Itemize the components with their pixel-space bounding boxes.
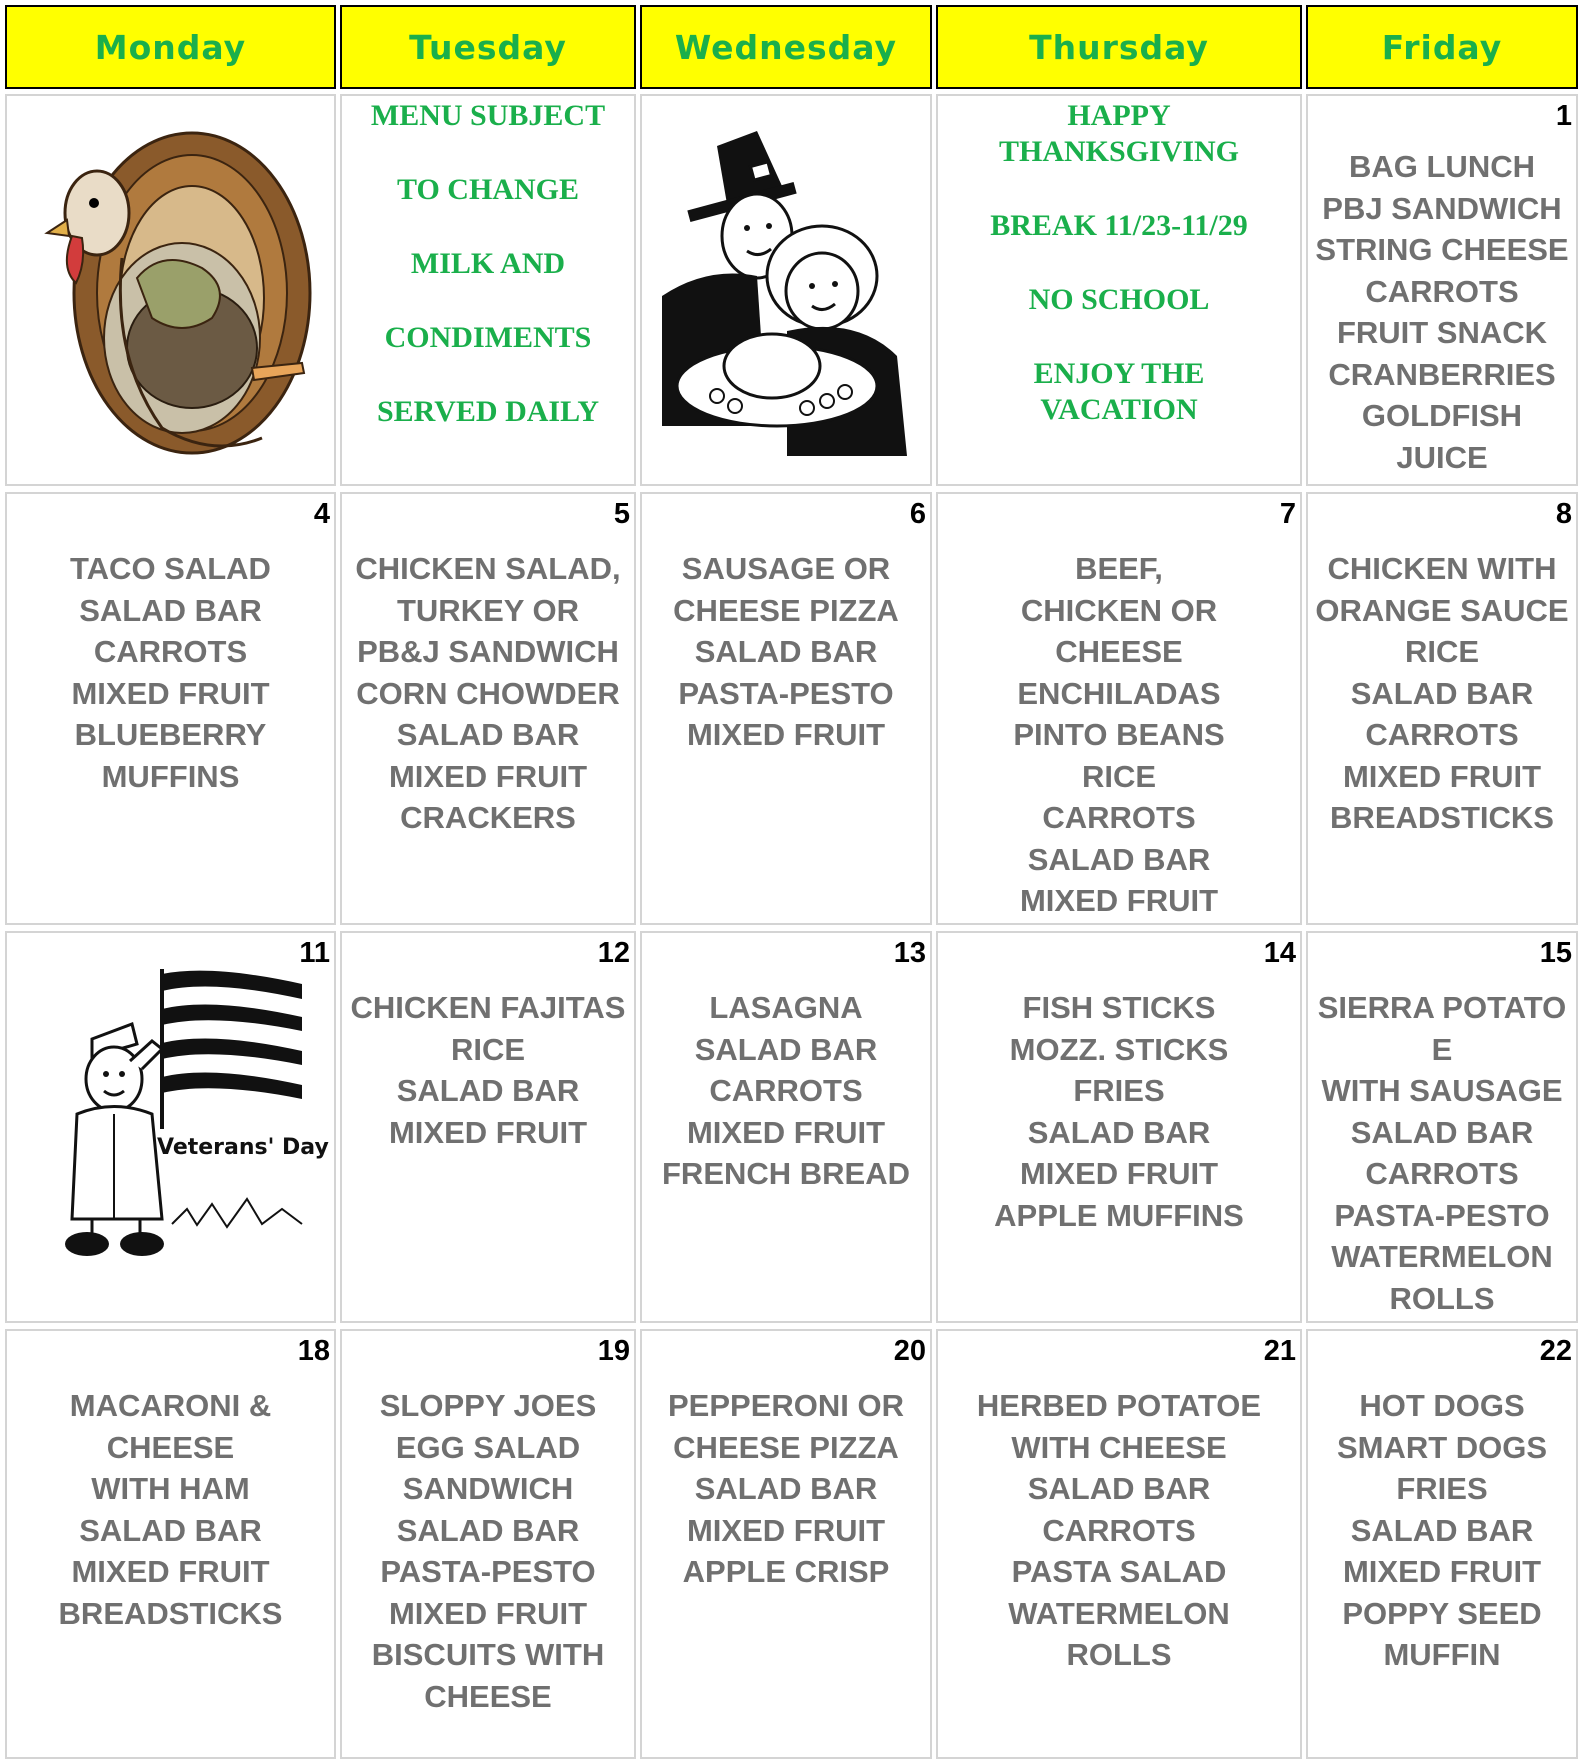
menu-item: PINTO BEANS bbox=[1013, 717, 1225, 752]
menu-items bbox=[342, 548, 634, 839]
menu-item: CARROTS bbox=[93, 634, 248, 669]
menu-item: BREADSTICKS bbox=[1330, 800, 1554, 835]
menu-item: MIXED FRUIT bbox=[1342, 1554, 1542, 1589]
notice-line: THANKSGIVING bbox=[998, 135, 1240, 168]
calendar-cell bbox=[340, 931, 636, 1323]
menu-item: CRANBERRIES bbox=[1328, 356, 1556, 392]
menu-item: MIXED FRUIT bbox=[1019, 1156, 1219, 1191]
menu-item: CARROTS bbox=[1365, 717, 1519, 752]
menu-item: APPLE CRISP bbox=[682, 1554, 890, 1589]
menu-items bbox=[7, 548, 334, 797]
break-notice bbox=[938, 98, 1300, 428]
header-friday: Friday bbox=[1306, 5, 1578, 89]
notice-line: HAPPY bbox=[1067, 99, 1171, 132]
day-number: 15 bbox=[1539, 937, 1572, 969]
calendar-cell-empty bbox=[640, 94, 932, 486]
menu-item: JUICE bbox=[1396, 439, 1488, 475]
menu-item: SALAD BAR bbox=[694, 634, 878, 669]
menu-items bbox=[1308, 548, 1576, 839]
menu-item: MUFFIN bbox=[1383, 1637, 1501, 1672]
calendar-cell bbox=[5, 1329, 336, 1759]
day-number: 1 bbox=[1555, 100, 1572, 132]
menu-notice bbox=[342, 96, 634, 430]
menu-items bbox=[1308, 987, 1576, 1319]
menu-item: SALAD BAR bbox=[694, 1031, 878, 1067]
menu-item: SIERRA POTATO bbox=[1317, 990, 1567, 1025]
menu-item: FRIES bbox=[1396, 1471, 1488, 1506]
menu-item: SMART DOGS bbox=[1336, 1429, 1548, 1465]
menu-item: MIXED FRUIT bbox=[71, 1554, 270, 1589]
menu-item: EGG SALAD bbox=[395, 1429, 581, 1465]
menu-item: CARROTS bbox=[1042, 1512, 1196, 1548]
menu-item: MIXED FRUIT bbox=[1342, 758, 1542, 794]
menu-item: CARROTS bbox=[1042, 800, 1196, 835]
veterans-day-clipart bbox=[52, 969, 329, 1259]
day-number: 7 bbox=[1279, 498, 1296, 530]
menu-item: CHICKEN SALAD, bbox=[355, 551, 621, 586]
menu-item: CRACKERS bbox=[400, 800, 576, 835]
day-number: 8 bbox=[1555, 498, 1572, 530]
menu-item: MIXED FRUIT bbox=[388, 1114, 588, 1150]
menu-item: PEPPERONI OR bbox=[668, 1388, 904, 1423]
menu-item: SALAD BAR bbox=[79, 592, 262, 628]
calendar-cell bbox=[640, 1329, 932, 1759]
menu-item: MUFFINS bbox=[101, 758, 240, 794]
day-number: 14 bbox=[1263, 937, 1296, 969]
notice-line: MILK AND bbox=[410, 247, 566, 280]
day-number: 22 bbox=[1539, 1335, 1572, 1367]
calendar-cell-empty bbox=[5, 94, 336, 486]
menu-items bbox=[938, 548, 1300, 922]
day-number: 4 bbox=[313, 498, 330, 530]
menu-item: CARROTS bbox=[1365, 1156, 1519, 1191]
menu-item: WITH SAUSAGE bbox=[1321, 1073, 1563, 1108]
menu-item: CHEESE PIZZA bbox=[673, 592, 899, 628]
menu-item: ROLLS bbox=[1389, 1280, 1495, 1316]
menu-item: FISH STICKS bbox=[1022, 990, 1216, 1025]
menu-item: SALAD BAR bbox=[79, 1512, 262, 1548]
menu-item: SALAD BAR bbox=[1350, 1512, 1534, 1548]
notice-line: TO CHANGE bbox=[397, 173, 579, 206]
menu-item: WITH HAM bbox=[91, 1471, 250, 1506]
menu-item: SALAD BAR bbox=[396, 717, 580, 752]
menu-item: MIXED FRUIT bbox=[1019, 883, 1219, 918]
pilgrims-clipart bbox=[657, 126, 919, 456]
menu-item: SANDWICH bbox=[402, 1471, 574, 1506]
menu-item: CHICKEN FAJITAS bbox=[350, 990, 626, 1025]
notice-line: VACATION bbox=[1040, 393, 1198, 426]
menu-item: ORANGE SAUCE bbox=[1315, 592, 1569, 628]
calendar-cell bbox=[640, 931, 932, 1323]
menu-item: SALAD BAR bbox=[1027, 841, 1211, 877]
menu-item: MIXED FRUIT bbox=[686, 1512, 886, 1548]
menu-item: MIXED FRUIT bbox=[686, 1114, 886, 1150]
menu-items bbox=[342, 1385, 634, 1717]
day-number: 12 bbox=[597, 937, 630, 969]
menu-item: MIXED FRUIT bbox=[388, 1595, 588, 1631]
menu-item: CARROTS bbox=[709, 1073, 863, 1108]
menu-item: BREADSTICKS bbox=[58, 1595, 283, 1631]
menu-items bbox=[938, 987, 1300, 1236]
menu-item: PASTA-PESTO bbox=[678, 675, 894, 711]
menu-item: BLUEBERRY bbox=[74, 717, 267, 752]
menu-item: APPLE MUFFINS bbox=[994, 1197, 1244, 1233]
notice-line: SERVED DAILY bbox=[376, 395, 600, 428]
header-wednesday: Wednesday bbox=[640, 5, 932, 89]
menu-item: BISCUITS WITH bbox=[371, 1637, 605, 1672]
menu-item: SALAD BAR bbox=[1027, 1471, 1211, 1506]
menu-item: PASTA-PESTO bbox=[380, 1554, 596, 1589]
menu-items bbox=[938, 1385, 1300, 1676]
notice-line: CONDIMENTS bbox=[384, 321, 592, 354]
menu-item: BAG LUNCH bbox=[1349, 149, 1535, 184]
day-number: 19 bbox=[597, 1335, 630, 1367]
menu-item: CHICKEN WITH bbox=[1327, 551, 1557, 586]
calendar-cell bbox=[5, 931, 336, 1323]
menu-item: HOT DOGS bbox=[1359, 1388, 1525, 1423]
menu-item: POPPY SEED bbox=[1342, 1595, 1542, 1631]
calendar-cell bbox=[5, 492, 336, 925]
menu-item: HERBED POTATOE bbox=[976, 1388, 1262, 1423]
calendar-cell bbox=[936, 1329, 1302, 1759]
calendar-cell bbox=[340, 492, 636, 925]
menu-item: PASTA-PESTO bbox=[1334, 1197, 1550, 1233]
menu-item: MOZZ. STICKS bbox=[1009, 1031, 1229, 1067]
menu-items bbox=[1308, 146, 1576, 478]
menu-item: STRING CHEESE bbox=[1315, 232, 1569, 267]
menu-item: PASTA SALAD bbox=[1011, 1554, 1227, 1589]
menu-item: MIXED FRUIT bbox=[686, 717, 886, 752]
notice-line: NO SCHOOL bbox=[1028, 283, 1210, 316]
menu-item: MACARONI & bbox=[69, 1388, 272, 1423]
day-number: 11 bbox=[299, 937, 330, 969]
menu-items bbox=[642, 548, 930, 756]
menu-item: CORN CHOWDER bbox=[356, 675, 620, 711]
menu-items bbox=[342, 987, 634, 1153]
menu-items bbox=[1308, 1385, 1576, 1676]
menu-item: LASAGNA bbox=[709, 990, 863, 1025]
menu-item: SALAD BAR bbox=[1027, 1114, 1211, 1150]
menu-item: PB&J SANDWICH bbox=[357, 634, 619, 669]
day-number: 5 bbox=[613, 498, 630, 530]
menu-item: SAUSAGE OR bbox=[681, 551, 891, 586]
day-number: 18 bbox=[297, 1335, 330, 1367]
notice-line: ENJOY THE bbox=[1033, 357, 1205, 390]
menu-items bbox=[642, 1385, 930, 1593]
menu-item: SALAD BAR bbox=[396, 1073, 580, 1108]
menu-item: ROLLS bbox=[1066, 1637, 1172, 1672]
calendar-cell bbox=[1306, 94, 1578, 486]
menu-item: FRENCH BREAD bbox=[662, 1156, 910, 1191]
menu-item: BEEF, bbox=[1075, 551, 1163, 586]
calendar-cell bbox=[1306, 931, 1578, 1323]
day-number: 6 bbox=[909, 498, 926, 530]
menu-item: GOLDFISH bbox=[1361, 398, 1523, 433]
menu-item: SALAD BAR bbox=[1350, 1114, 1534, 1150]
menu-item: SALAD BAR bbox=[1350, 675, 1534, 711]
menu-item: CHEESE PIZZA bbox=[673, 1429, 899, 1465]
day-number: 21 bbox=[1263, 1335, 1296, 1367]
day-number: 13 bbox=[893, 937, 926, 969]
menu-item: RICE bbox=[1404, 634, 1480, 669]
calendar-cell-notice bbox=[936, 94, 1302, 486]
header-tuesday: Tuesday bbox=[340, 5, 636, 89]
menu-item: TACO SALAD bbox=[70, 551, 271, 586]
calendar-cell bbox=[1306, 1329, 1578, 1759]
clipart-caption: Veterans' Day bbox=[157, 1135, 329, 1160]
menu-item: CHEESE bbox=[106, 1429, 235, 1465]
header-thursday: Thursday bbox=[936, 5, 1302, 89]
menu-item: CHEESE bbox=[1055, 634, 1183, 669]
menu-item: ENCHILADAS bbox=[1017, 675, 1221, 711]
menu-item: PBJ SANDWICH bbox=[1322, 190, 1562, 226]
notice-line: BREAK 11/23-11/29 bbox=[990, 209, 1248, 242]
calendar-cell bbox=[340, 1329, 636, 1759]
turkey-clipart bbox=[42, 108, 312, 468]
calendar-cell bbox=[936, 492, 1302, 925]
menu-item: E bbox=[1431, 1031, 1453, 1067]
menu-item: CHICKEN OR bbox=[1020, 592, 1218, 628]
menu-item: RICE bbox=[1081, 758, 1157, 794]
menu-item: WATERMELON bbox=[1008, 1595, 1230, 1631]
menu-item: MIXED FRUIT bbox=[388, 758, 588, 794]
day-number: 20 bbox=[893, 1335, 926, 1367]
menu-item: RICE bbox=[450, 1031, 526, 1067]
menu-item: WITH CHEESE bbox=[1011, 1429, 1227, 1465]
menu-item: TURKEY OR bbox=[396, 592, 579, 628]
menu-item: CARROTS bbox=[1365, 273, 1519, 309]
calendar-cell-notice bbox=[340, 94, 636, 486]
notice-line: MENU SUBJECT bbox=[370, 99, 606, 132]
menu-items bbox=[642, 987, 930, 1195]
menu-item: SALAD BAR bbox=[396, 1512, 580, 1548]
menu-item: MIXED FRUIT bbox=[71, 675, 270, 711]
header-monday: Monday bbox=[5, 5, 336, 89]
menu-item: FRUIT SNACK bbox=[1336, 315, 1548, 350]
menu-item: CHEESE bbox=[424, 1678, 552, 1714]
menu-item: FRIES bbox=[1073, 1073, 1165, 1108]
calendar-cell bbox=[1306, 492, 1578, 925]
calendar-cell bbox=[936, 931, 1302, 1323]
menu-item: WATERMELON bbox=[1331, 1239, 1553, 1274]
menu-items bbox=[7, 1385, 334, 1634]
calendar-cell bbox=[640, 492, 932, 925]
menu-item: SLOPPY JOES bbox=[379, 1388, 597, 1423]
menu-item: SALAD BAR bbox=[694, 1471, 878, 1506]
